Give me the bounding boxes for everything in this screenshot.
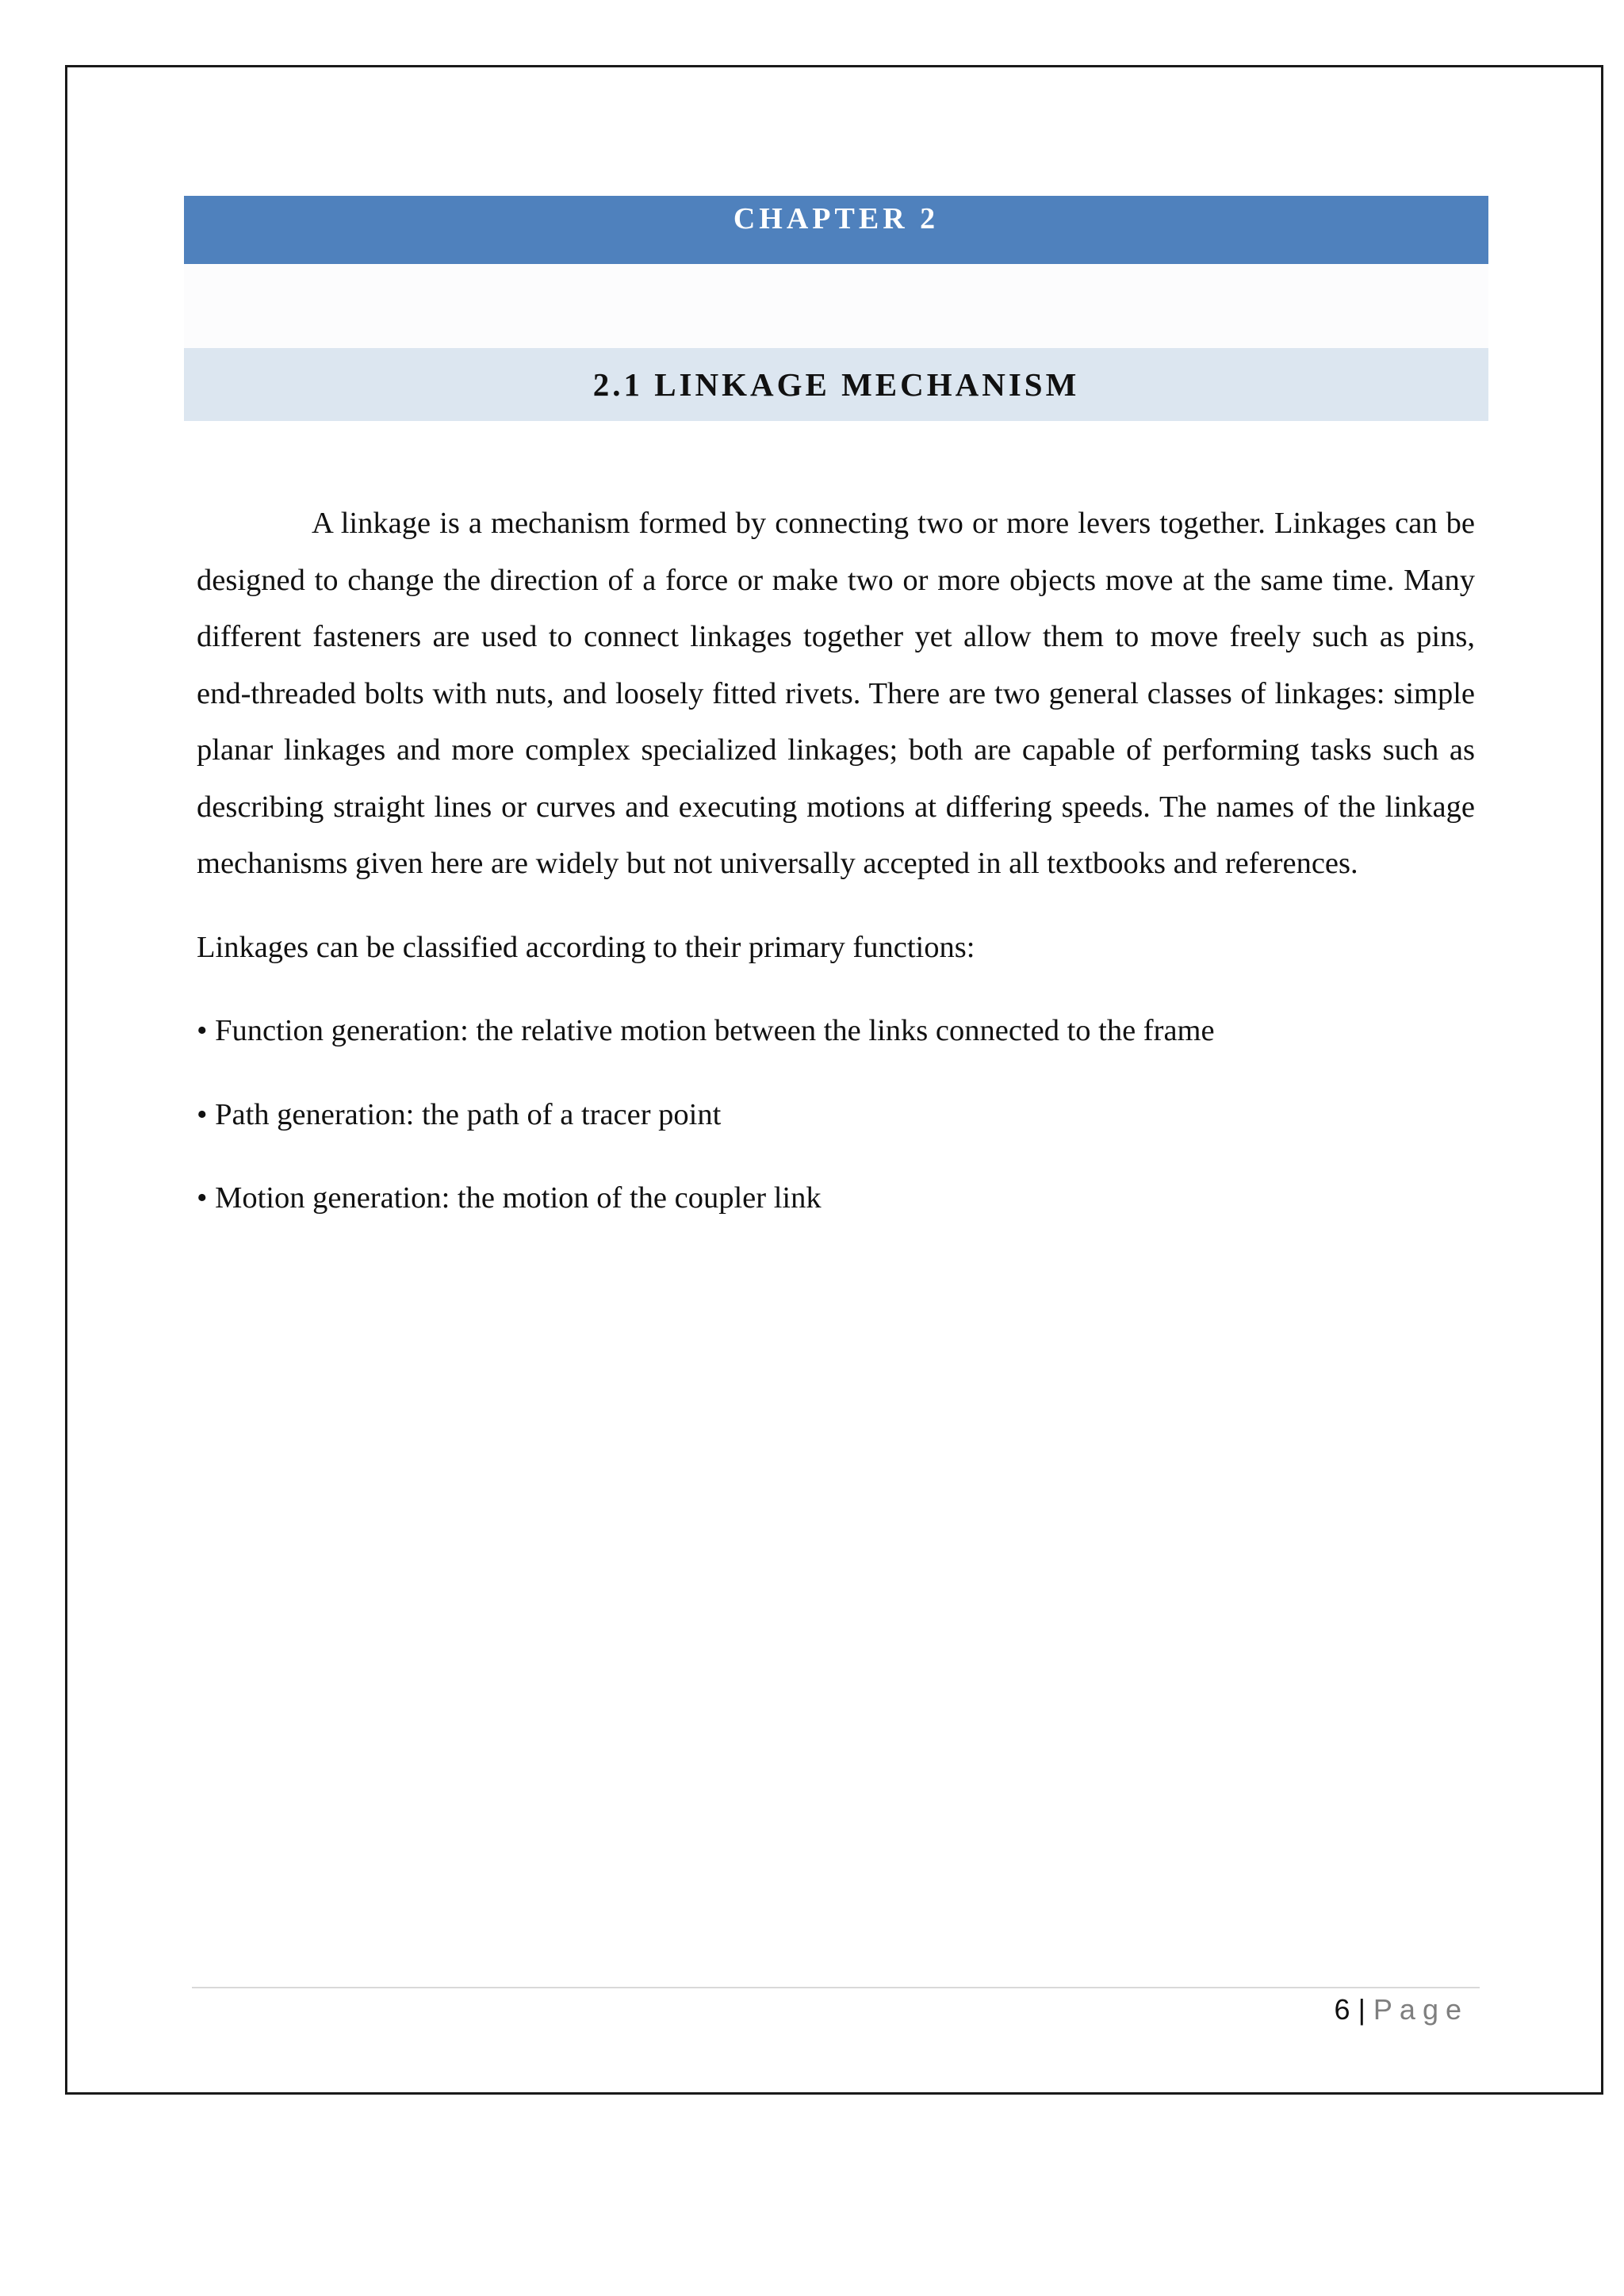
page-number: 6	[1334, 1993, 1350, 2026]
chapter-banner	[184, 196, 1488, 264]
bullet-motion-generation: • Motion generation: the motion of the coupler link	[197, 1181, 822, 1215]
section-heading: 2.1 LINKAGE MECHANISM	[592, 366, 1080, 403]
paragraph-classification-intro: Linkages can be classified according to their primary functions:	[197, 930, 975, 964]
footer-separator: |	[1358, 1993, 1365, 2026]
paragraph-linkage-definition: A linkage is a mechanism formed by connecting two or more levers together. Linkages can be designed to change the direction of a force or make two or more objects move at the same time. Many different fasteners are used to connect linkages together yet allow them to move freely such as pins, end-threaded bolts with nuts, and loosely fitted rivets. There are two general classes of linkages: simple planar linkages and more complex specialized linkages; both are capable of performing tasks such as describing straight lines or curves and executing motions at differing speeds. The names of the linkage mechanisms given here are widely but not universally accepted in all textbooks and references.	[197, 507, 1475, 880]
bullet-path-generation: • Path generation: the path of a tracer point	[197, 1097, 722, 1131]
page-label: Page	[1373, 1993, 1469, 2026]
footer-divider	[192, 1987, 1480, 1988]
banner-spacer	[184, 264, 1488, 348]
page-footer	[1335, 1992, 1469, 2027]
bullet-function-generation: • Function generation: the relative motion between the links connected to the frame	[197, 1014, 1215, 1047]
chapter-heading: CHAPTER 2	[733, 202, 940, 235]
section-banner	[184, 348, 1488, 421]
body-text	[197, 496, 1475, 1227]
